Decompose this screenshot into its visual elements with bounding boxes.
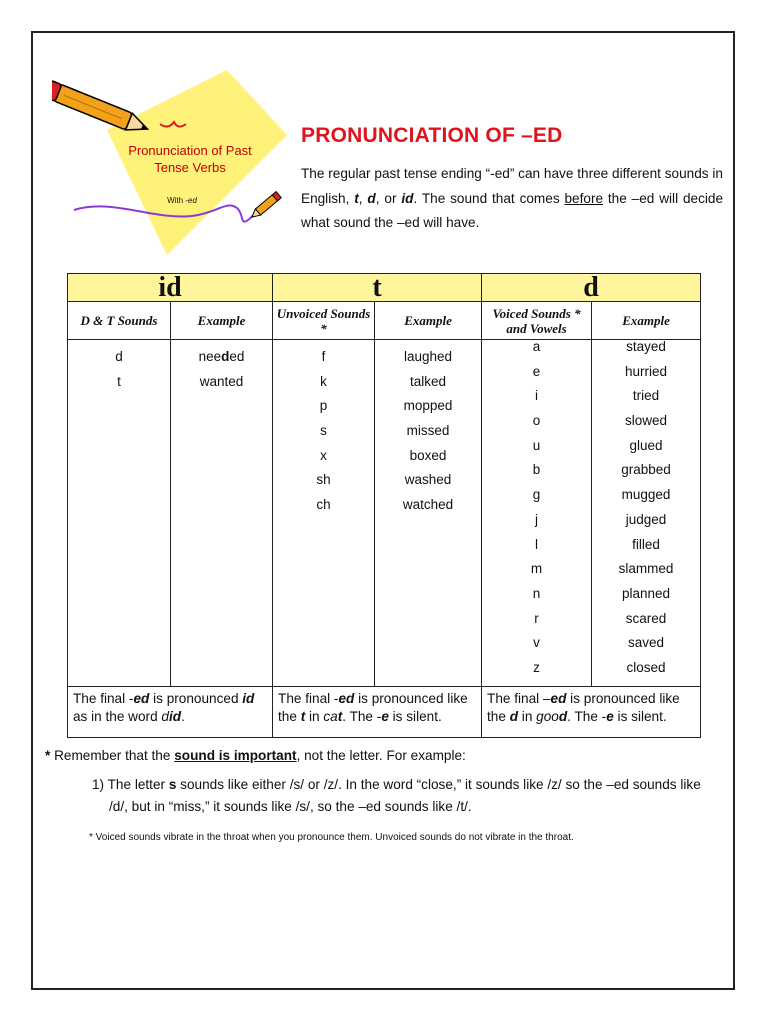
example-paragraph [92, 774, 722, 818]
list-item: hurried [625, 363, 668, 379]
list-item: n [532, 585, 541, 601]
logo [52, 70, 292, 260]
list-item: laughed [403, 349, 453, 364]
list-item: scared [625, 610, 667, 626]
logo-caption-line2: Tense Verbs [154, 160, 226, 175]
subheader-unvoiced-sounds: Unvoiced Sounds * [273, 302, 375, 340]
subheader-example: Example [171, 302, 273, 340]
header-t: t [273, 274, 482, 302]
list-item: talked [410, 373, 447, 389]
id-sounds-list [68, 340, 170, 396]
list-item: i [535, 388, 539, 404]
subheader-dt-sounds: D & T Sounds [68, 302, 171, 340]
list-item: d [115, 349, 123, 364]
d-sounds-list [482, 340, 591, 686]
list-item: s [320, 423, 327, 439]
list-item: glued [629, 437, 663, 453]
subheader-voiced-sounds: Voiced Sounds * and Vowels [482, 302, 592, 340]
intro-paragraph: The regular past tense ending “-ed” can have three different sounds in English, t, d, or id. The sound that comes before the –ed will decide what sound the –ed will have. [301, 166, 724, 230]
list-item: filled [632, 536, 660, 552]
logo-caption-line1: Pronunciation of Past [128, 143, 252, 158]
list-item: planned [622, 585, 671, 601]
list-item: z [533, 659, 540, 675]
list-item: b [532, 462, 541, 478]
list-item: e [532, 363, 541, 379]
footer-d: The final –ed is pronounced like the d in good. The -e is silent. [482, 686, 701, 737]
header-d: d [482, 274, 701, 302]
list-item: k [320, 373, 327, 389]
list-item: u [532, 437, 541, 453]
list-item: missed [406, 423, 450, 439]
id-examples-list [171, 340, 272, 396]
list-item: f [321, 349, 326, 364]
id-sounds-cell [68, 340, 171, 687]
ed-pronunciation-table [67, 273, 701, 738]
pencil-icon [52, 80, 151, 137]
footnote: * Voiced sounds vibrate in the throat when you pronounce them. Unvoiced sounds do not vibrate in the throat. [89, 832, 574, 843]
list-item: slammed [618, 561, 674, 577]
t-examples-cell [375, 340, 482, 687]
list-item: x [320, 447, 327, 463]
list-item: closed [626, 659, 666, 675]
list-item: sh [316, 472, 331, 488]
list-item: ch [316, 497, 331, 513]
list-item: wanted [199, 373, 244, 389]
table-body-row [68, 340, 701, 687]
example-line1: 1) The letter s sounds like either /s/ or /z/. In the word “close,” it sounds like /z/ so the –ed sounds like [92, 777, 701, 792]
list-item: slowed [625, 413, 668, 429]
table-footer-row [68, 686, 701, 737]
list-item: v [533, 635, 540, 651]
t-sounds-cell [273, 340, 375, 687]
list-item: mopped [403, 398, 453, 414]
list-item: saved [628, 635, 665, 651]
list-item: a [532, 339, 541, 354]
page-title: PRONUNCIATION OF –ED [301, 124, 563, 147]
list-item: t [117, 373, 121, 389]
list-item: r [534, 610, 539, 626]
list-item: m [530, 561, 543, 577]
list-item: mugged [621, 487, 671, 503]
list-item: tried [632, 388, 660, 404]
header-id: id [68, 274, 273, 302]
subheader-example: Example [592, 302, 701, 340]
footer-t: The final -ed is pronounced like the t in cat. The -e is silent. [273, 686, 482, 737]
table-subheader-row [68, 302, 701, 340]
list-item: stayed [626, 339, 666, 354]
d-sounds-cell [482, 340, 592, 687]
t-sounds-list [273, 340, 374, 520]
example-line2: /d/, but in “miss,” it sounds like /s/, so the –ed sounds like /t/. [109, 799, 472, 814]
list-item: boxed [409, 447, 447, 463]
remember-note: * Remember that the sound is important, not the letter. For example: [45, 748, 466, 763]
list-item: watched [402, 497, 454, 513]
d-examples-cell [592, 340, 701, 687]
table-header-row [68, 274, 701, 302]
list-item: l [535, 536, 539, 552]
d-examples-list [592, 340, 700, 686]
id-examples-cell [171, 340, 273, 687]
t-examples-list [375, 340, 481, 520]
list-item: washed [404, 472, 452, 488]
list-item: p [319, 398, 328, 414]
footer-id: The final -ed is pronounced id as in the word did. [68, 686, 273, 737]
list-item: g [532, 487, 541, 503]
subheader-example: Example [375, 302, 482, 340]
list-item: judged [625, 511, 667, 527]
small-pencil-icon [249, 192, 281, 221]
list-item: grabbed [621, 462, 671, 478]
logo-caption-line3: With -ed [167, 196, 197, 205]
list-item: needed [198, 349, 245, 364]
list-item: j [535, 511, 539, 527]
list-item: o [532, 413, 541, 429]
